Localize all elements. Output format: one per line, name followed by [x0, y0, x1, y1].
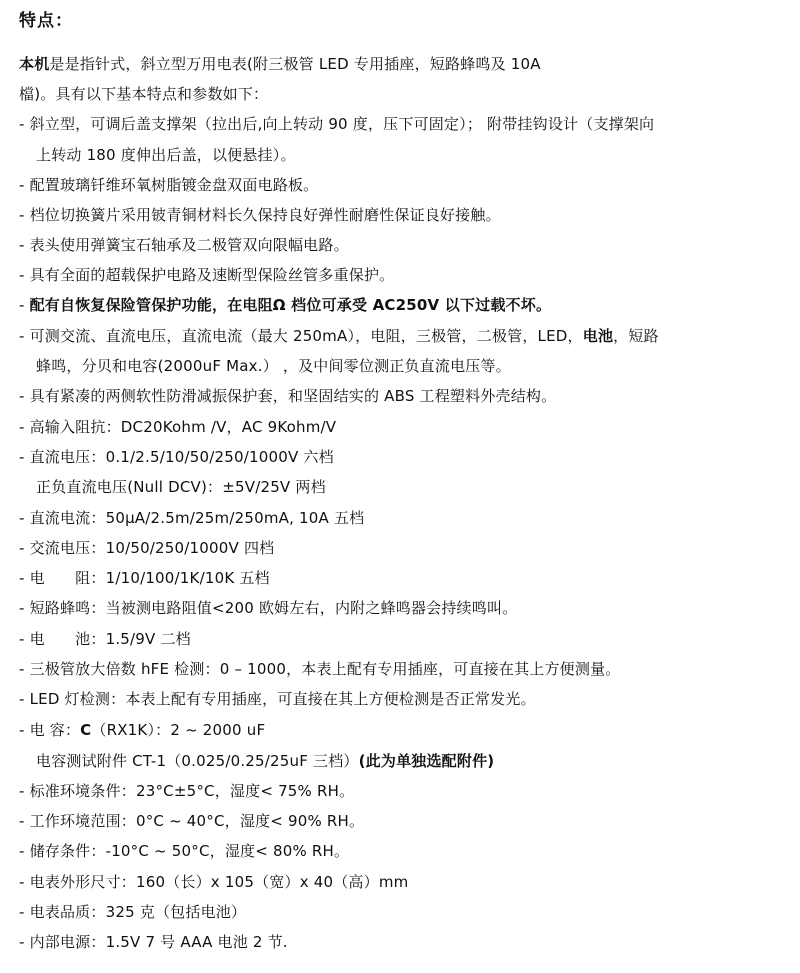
spec-power-source: - 内部电源：1.5V 7 号 AAA 电池 2 节. [19, 933, 288, 951]
spec-null-dcv: 正负直流电压(Null DCV)：±5V/25V 两档 [36, 478, 326, 496]
feature-item-8: - 具有紧凑的两侧软性防滑减振保护套，和坚固结实的 ABS 工程塑料外壳结构。 [19, 387, 557, 405]
spec-resistance: - 电 阻：1/10/100/1K/10K 五档 [19, 569, 270, 587]
feature-item-7-line-2: 蜂鸣，分贝和电容(2000uF Max.） ，及中间零位测正负直流电压等。 [36, 357, 511, 375]
spec-operating-environment: - 工作环境范围：0°C ~ 40°C，湿度< 90% RH。 [19, 812, 365, 830]
spec-dc-voltage: - 直流电压：0.1/2.5/10/50/250/1000V 六档 [19, 448, 334, 466]
intro-line-2: 檔)。具有以下基本特点和参数如下： [19, 85, 269, 103]
section-heading: 特点： [19, 11, 73, 31]
spec-battery: - 电 池：1.5/9V 二档 [19, 630, 191, 648]
spec-capacitance-optional-note: (此为单独选配附件) [358, 752, 495, 770]
spec-capacitance-line-1 [19, 720, 265, 740]
feature-item-6-bold-text: 配有自恢复保险管保护功能，在电阻Ω 档位可承受 AC250V 以下过载不坏。 [29, 296, 552, 314]
spec-dc-current: - 直流电流：50μA/2.5m/25m/250mA, 10A 五档 [19, 509, 365, 527]
spec-storage: - 储存条件：-10°C ~ 50°C，湿度< 80% RH。 [19, 842, 350, 860]
intro-bold-lead: 本机 [19, 55, 50, 73]
intro-line-1-text: 是是指针式，斜立型万用电表(附三极管 LED 专用插座，短路蜂鸣及 10A [49, 55, 541, 73]
feature-item-3: - 档位切换簧片采用铍青铜材料长久保持良好弹性耐磨性保证良好接触。 [19, 206, 501, 224]
intro-line-1 [19, 54, 541, 74]
feature-item-6-dash: - [19, 296, 30, 314]
spec-capacitance-accessory: 电容测试附件 CT-1（0.025/0.25/25uF 三档） [36, 752, 359, 770]
feature-item-7-text-a: - 可测交流、直流电压，直流电流（最大 250mA），电阻，三极管，二极管，LED， [19, 327, 583, 345]
spec-input-impedance: - 高输入阻抗：DC20Kohm /V，AC 9Kohm/V [19, 418, 337, 436]
spec-standard-environment: - 标准环境条件：23°C±5°C，湿度< 75% RH。 [19, 782, 355, 800]
feature-item-6 [19, 295, 551, 315]
spec-ac-voltage: - 交流电压：10/50/250/1000V 四档 [19, 539, 275, 557]
spec-capacitance-text-a: - 电 容： [19, 721, 81, 739]
spec-continuity-buzzer: - 短路蜂鸣：当被测电路阻值<200 欧姆左右，内附之蜂鸣器会持续鸣叫。 [19, 599, 518, 617]
spec-capacitance-bold: C [80, 721, 92, 739]
feature-item-4: - 表头使用弹簧宝石轴承及二极管双向限幅电路。 [19, 236, 349, 254]
feature-item-1-line-1: - 斜立型，可调后盖支撑架（拉出后,向上转动 90 度，压下可固定）； 附带挂钩设计（支撑架向 [19, 115, 655, 133]
feature-item-5: - 具有全面的超载保护电路及速断型保险丝管多重保护。 [19, 266, 395, 284]
feature-item-7-bold: 电池 [582, 327, 614, 345]
feature-item-7-line-1 [19, 326, 659, 346]
spec-led-test: - LED 灯检测：本表上配有专用插座，可直接在其上方便检测是否正常发光。 [19, 690, 536, 708]
spec-capacitance-text-b: （RX1K）：2 ~ 2000 uF [91, 721, 266, 739]
spec-dimensions: - 电表外形尺寸：160（长）x 105（宽）x 40（高）mm [19, 873, 409, 891]
feature-item-7-text-b: ，短路 [613, 327, 659, 345]
feature-item-2: - 配置玻璃钎维环氧树脂镀金盘双面电路板。 [19, 176, 319, 194]
spec-hfe: - 三极管放大倍数 hFE 检测：0 – 1000，本表上配有专用插座，可直接在其上方便测量。 [19, 660, 621, 678]
feature-item-1-line-2: 上转动 180 度伸出后盖，以便悬挂）。 [36, 146, 296, 164]
spec-weight: - 电表品质：325 克（包括电池） [19, 903, 247, 921]
spec-capacitance-line-2 [36, 751, 494, 771]
